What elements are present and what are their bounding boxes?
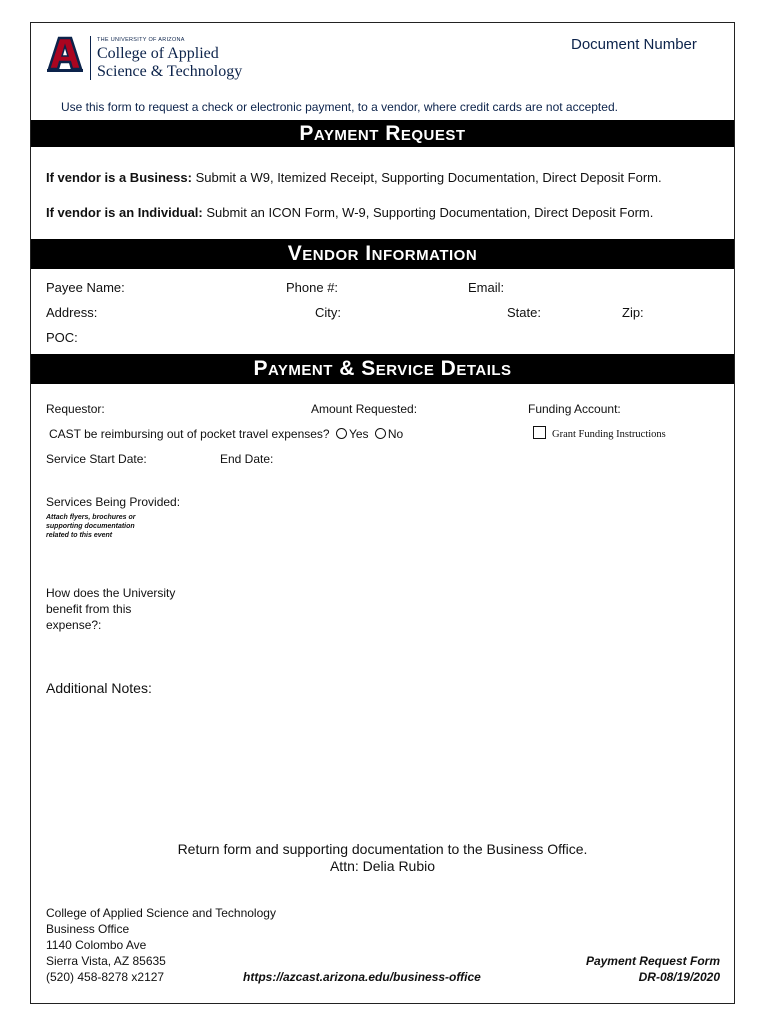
reimburse-yes-radio[interactable] xyxy=(336,428,347,439)
business-rule-label: If vendor is a Business: xyxy=(46,170,192,185)
business-rule xyxy=(46,170,662,185)
footer-address-line4: Sierra Vista, AZ 85635 xyxy=(46,954,166,968)
logo-divider xyxy=(90,36,91,80)
state-label: State: xyxy=(507,305,541,320)
footer-address-line1: College of Applied Science and Technology xyxy=(46,906,276,920)
vendor-information-heading: Vendor Information xyxy=(31,239,734,269)
form-revision: DR-08/19/2020 xyxy=(638,970,720,984)
attach-note-line1: Attach flyers, brochures or xyxy=(46,514,136,521)
additional-notes-label: Additional Notes: xyxy=(46,680,152,696)
zip-label: Zip: xyxy=(622,305,644,320)
university-name: THE UNIVERSITY OF ARIZONA xyxy=(97,37,185,43)
footer-phone: (520) 458-8278 x2127 xyxy=(46,970,165,984)
grant-funding-checkbox[interactable] xyxy=(533,426,546,439)
individual-rule-label: If vendor is an Individual: xyxy=(46,205,203,220)
reimburse-question-text: CAST be reimbursing out of pocket travel expenses? xyxy=(49,427,330,441)
reimburse-question xyxy=(49,427,403,441)
end-date-label: End Date: xyxy=(220,452,274,466)
benefit-question-line1: How does the University xyxy=(46,586,176,600)
funding-account-label: Funding Account: xyxy=(528,402,621,416)
email-label: Email: xyxy=(468,280,505,295)
amount-requested-label: Amount Requested: xyxy=(311,402,418,416)
services-provided-label: Services Being Provided: xyxy=(46,495,181,509)
benefit-question-line2: benefit from this xyxy=(46,602,132,616)
phone-label: Phone #: xyxy=(286,280,339,295)
footer-address-line2: Business Office xyxy=(46,922,130,936)
benefit-question-line3: expense?: xyxy=(46,618,102,632)
grant-funding-label: Grant Funding Instructions xyxy=(552,429,666,440)
payment-service-details-heading: Payment & Service Details xyxy=(31,354,734,384)
payment-request-form xyxy=(30,22,735,1004)
block-a-icon xyxy=(45,35,85,75)
address-label: Address: xyxy=(46,305,98,320)
return-instructions-line1: Return form and supporting documentation to the Business Office. xyxy=(177,841,588,857)
city-label: City: xyxy=(315,305,341,320)
payment-request-heading: Payment Request xyxy=(31,120,734,147)
service-start-label: Service Start Date: xyxy=(46,452,147,466)
document-number-label: Document Number xyxy=(571,36,697,53)
individual-rule xyxy=(46,205,653,220)
requestor-label: Requestor: xyxy=(46,402,105,416)
individual-rule-text: Submit an ICON Form, W-9, Supporting Documentation, Direct Deposit Form. xyxy=(206,205,654,220)
payee-name-label: Payee Name: xyxy=(46,280,125,295)
attach-note-line3: related to this event xyxy=(46,532,113,539)
footer-url[interactable]: https://azcast.arizona.edu/business-office xyxy=(243,970,481,984)
footer-address-line3: 1140 Colombo Ave xyxy=(46,938,147,952)
reimburse-no-radio[interactable] xyxy=(375,428,386,439)
form-name: Payment Request Form xyxy=(585,954,720,968)
business-rule-text: Submit a W9, Itemized Receipt, Supporting Documentation, Direct Deposit Form. xyxy=(195,170,662,185)
intro-text: Use this form to request a check or electronic payment, to a vendor, where credit cards are not accepted. xyxy=(61,100,618,114)
reimburse-yes-label: Yes xyxy=(348,427,369,441)
university-logo xyxy=(45,35,85,75)
college-name-line2: Science & Technology xyxy=(97,63,243,80)
return-instructions-line2: Attn: Delia Rubio xyxy=(329,858,436,874)
poc-label: POC: xyxy=(46,330,78,345)
college-name-line1: College of Applied xyxy=(97,45,219,62)
attach-note-line2: supporting documentation xyxy=(46,523,135,530)
grant-funding-option xyxy=(533,424,666,442)
reimburse-no-label: No xyxy=(387,427,404,441)
